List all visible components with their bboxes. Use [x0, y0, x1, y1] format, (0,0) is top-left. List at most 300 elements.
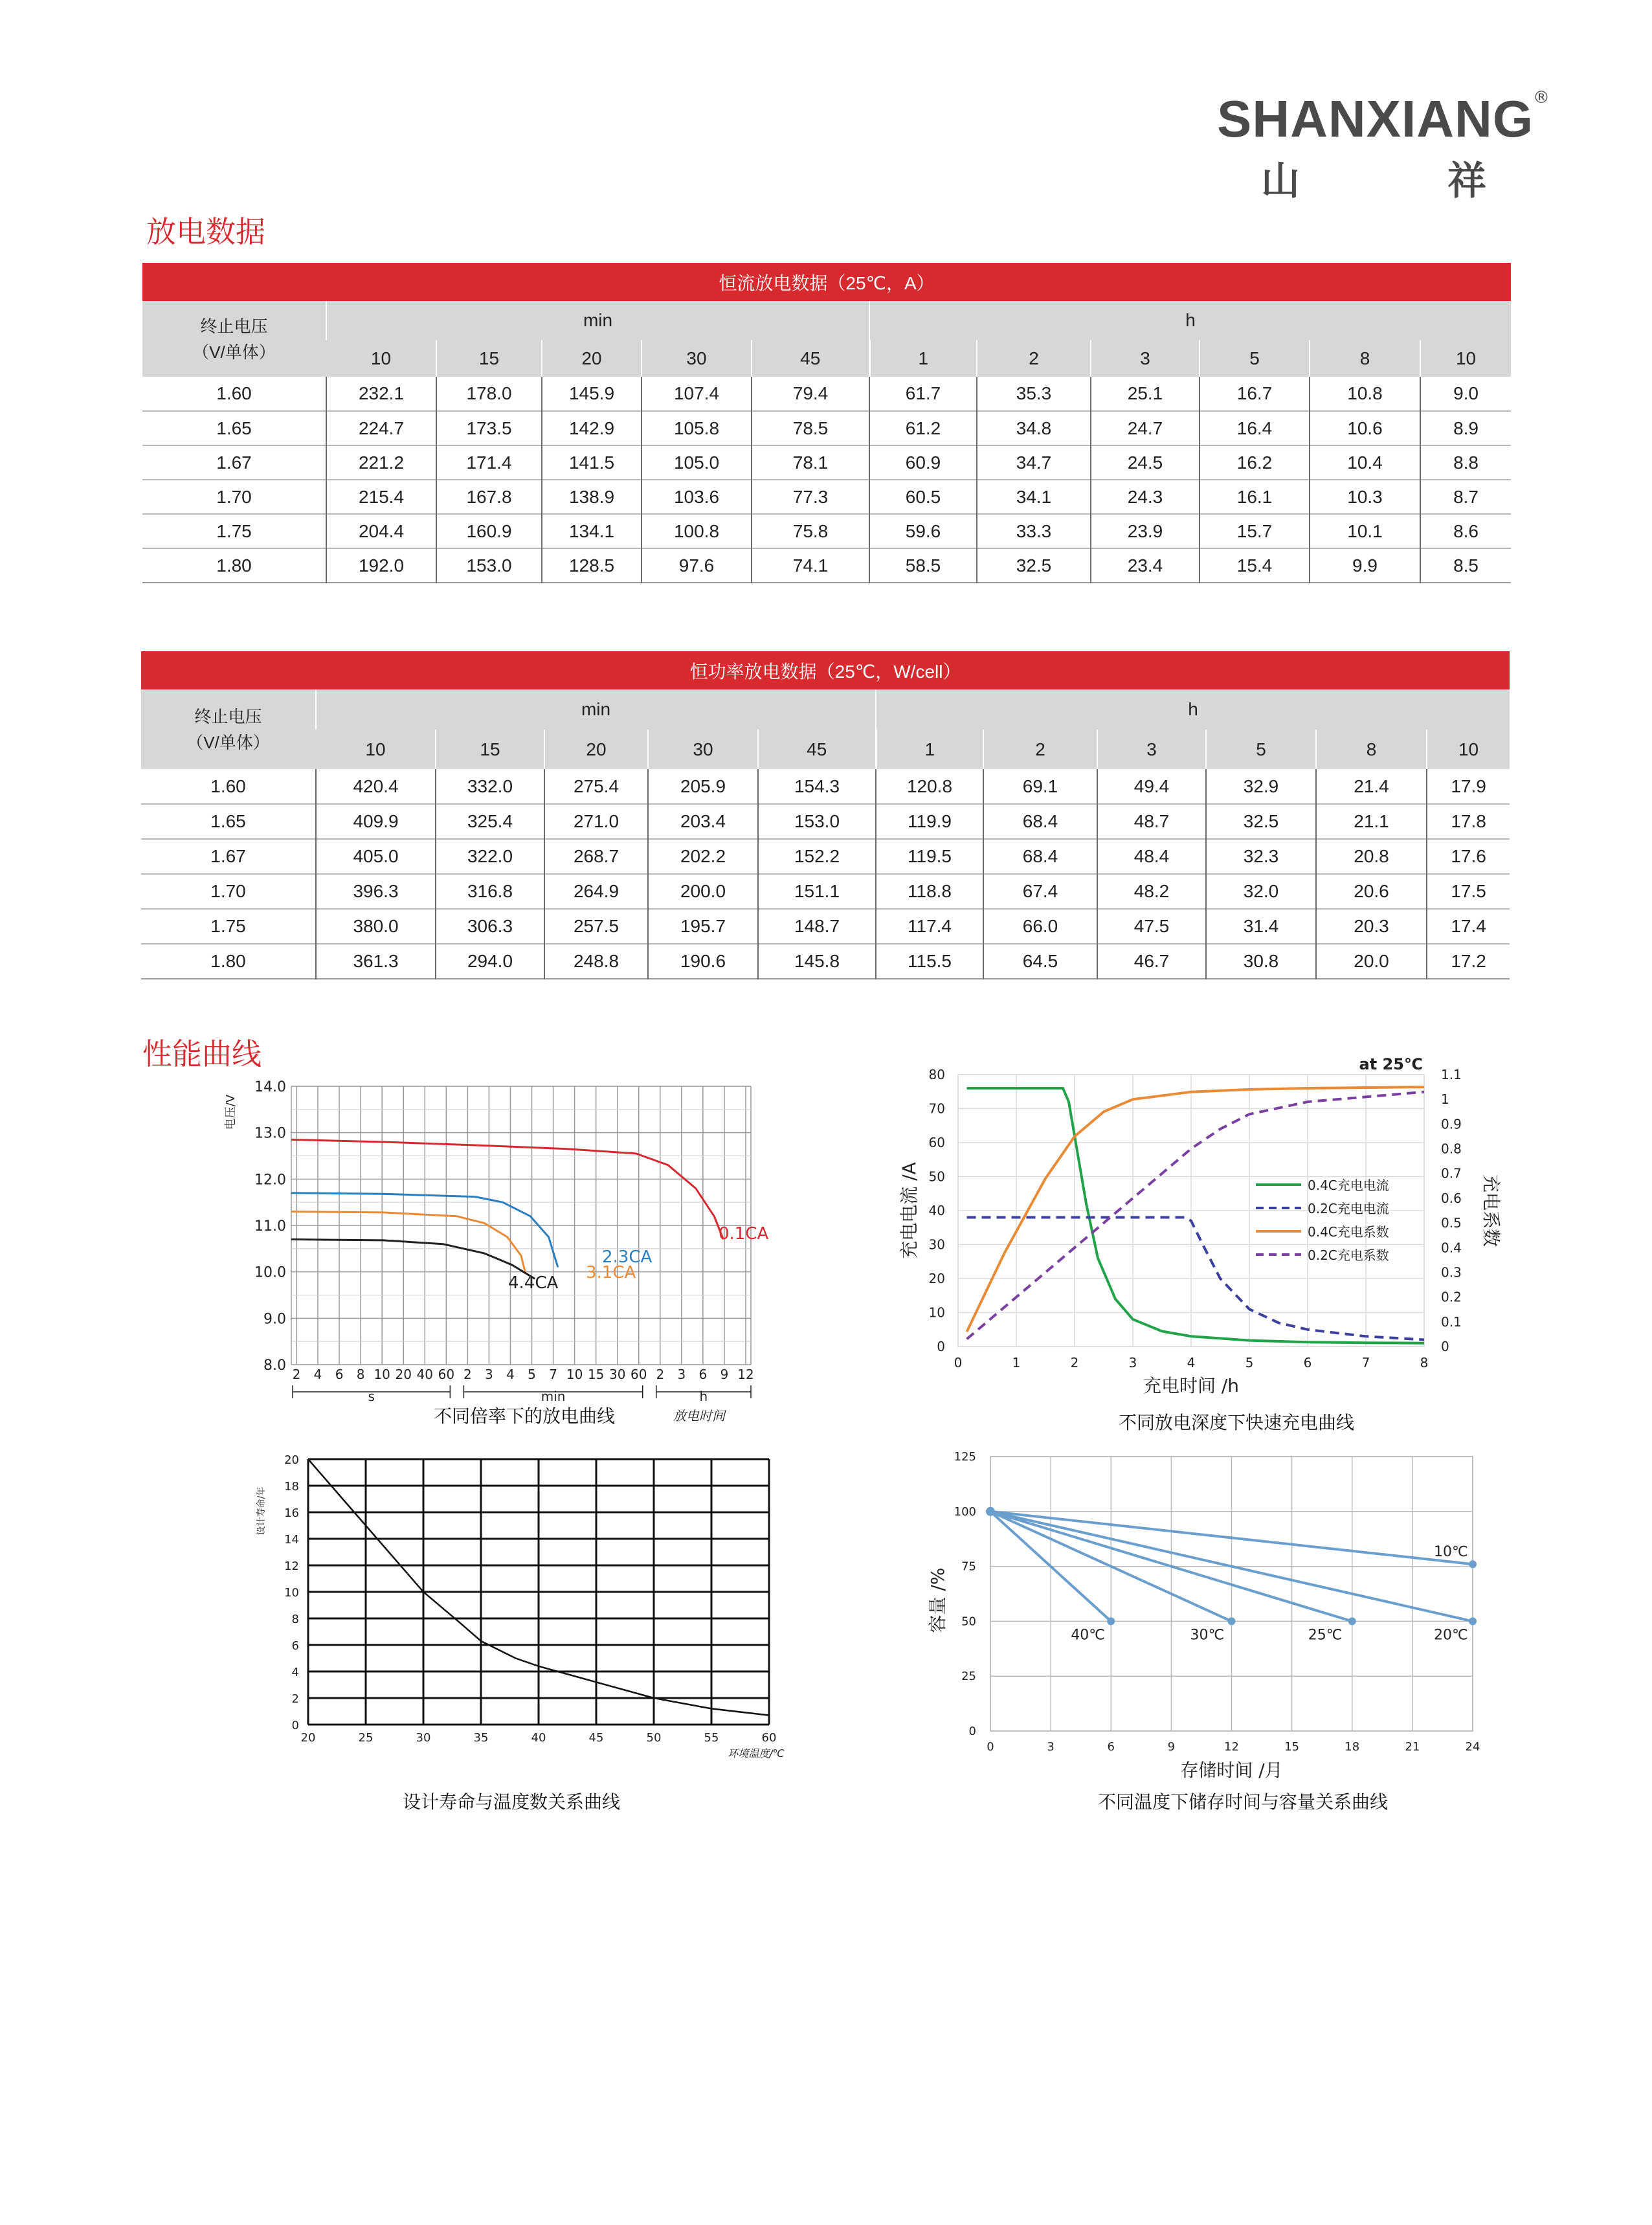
life-temperature-chart — [246, 1444, 790, 1780]
x-tick-label: 15 — [587, 1367, 605, 1382]
end-voltage-label — [142, 301, 326, 377]
value-cell: 48.7 — [1097, 804, 1206, 839]
column-header: 10 — [1427, 730, 1510, 769]
x-tick-label: 2 — [292, 1367, 301, 1382]
value-cell: 78.1 — [752, 445, 869, 480]
column-header: 10 — [1420, 340, 1511, 377]
value-cell: 32.5 — [1206, 804, 1316, 839]
value-cell: 153.0 — [758, 804, 876, 839]
column-header: 1 — [876, 730, 983, 769]
value-cell: 103.6 — [642, 480, 752, 514]
table-title: 恒流放电数据（25℃，A） — [142, 263, 1511, 301]
value-cell: 141.5 — [542, 445, 642, 480]
end-voltage-cell: 1.70 — [216, 486, 252, 507]
y-tick-label: 0 — [968, 1725, 976, 1738]
value-cell: 32.3 — [1206, 839, 1316, 874]
table-row — [141, 804, 1510, 839]
table-row — [141, 944, 1510, 979]
x-tick-label: 20 — [395, 1367, 412, 1382]
group-header-min: min — [326, 301, 869, 340]
series-label: 3.1CA — [586, 1263, 636, 1282]
end-voltage-cell: 1.67 — [210, 846, 246, 866]
data-point — [1469, 1560, 1477, 1568]
x-tick-label: 6 — [1303, 1355, 1312, 1370]
end-voltage-label-line1: 终止电压 — [200, 316, 268, 336]
chart-caption-discharge: 不同倍率下的放电曲线 — [433, 1405, 615, 1427]
y2-tick-label: 1 — [1441, 1091, 1449, 1108]
x-tick-label: 30 — [608, 1367, 626, 1382]
table-row — [142, 445, 1511, 480]
data-point — [1348, 1617, 1356, 1625]
end-voltage-label-line2: （V/单体） — [186, 732, 270, 752]
end-voltage-cell: 1.70 — [210, 881, 246, 901]
y-tick-label: 30 — [928, 1236, 945, 1253]
x-tick-label: 24 — [1465, 1740, 1480, 1754]
value-cell: 420.4 — [316, 769, 436, 804]
value-cell: 8.8 — [1420, 445, 1511, 480]
value-cell: 20.6 — [1316, 874, 1427, 909]
y-axis-label: 电压/V — [224, 1094, 238, 1130]
x-tick-label: 5 — [1245, 1355, 1254, 1370]
value-cell: 49.4 — [1097, 769, 1206, 804]
x-tick-label: 0 — [987, 1740, 994, 1754]
group-header-h: h — [869, 301, 1511, 340]
value-cell: 325.4 — [436, 804, 544, 839]
value-cell: 142.9 — [542, 411, 642, 445]
x-unit-label: h — [699, 1389, 708, 1404]
value-cell: 61.2 — [869, 411, 977, 445]
value-cell: 25.1 — [1091, 377, 1200, 411]
value-cell: 67.4 — [983, 874, 1097, 909]
value-cell: 60.5 — [869, 480, 977, 514]
x-tick-label: 40 — [416, 1367, 434, 1382]
value-cell: 9.9 — [1310, 548, 1420, 583]
y2-tick-label: 0.7 — [1441, 1165, 1462, 1181]
fast-charge-curves-chart — [887, 1042, 1502, 1405]
y-tick-label: 100 — [954, 1504, 976, 1519]
end-voltage-cell: 1.80 — [210, 951, 246, 971]
x-tick-label: 18 — [1345, 1740, 1360, 1754]
x-tick-label: 40 — [531, 1731, 546, 1745]
y-tick-label: 18 — [284, 1480, 299, 1493]
table-row — [141, 839, 1510, 874]
section-title-discharge: 放电数据 — [146, 214, 265, 249]
value-cell: 16.4 — [1200, 411, 1310, 445]
value-cell: 204.4 — [326, 514, 436, 548]
x-tick-label: 60 — [438, 1367, 455, 1382]
y-axis-label: 设计寿命/年 — [256, 1486, 267, 1536]
value-cell: 120.8 — [876, 769, 983, 804]
y-tick-label: 60 — [928, 1135, 945, 1150]
y-tick-label: 16 — [284, 1506, 299, 1520]
value-cell: 257.5 — [544, 909, 648, 944]
x-tick-label: 6 — [1107, 1740, 1115, 1754]
value-cell: 268.7 — [544, 839, 648, 874]
value-cell: 32.9 — [1206, 769, 1316, 804]
value-cell: 405.0 — [316, 839, 436, 874]
x-tick-label: 60 — [631, 1367, 647, 1382]
value-cell: 10.8 — [1310, 377, 1420, 411]
y2-tick-label: 0.3 — [1441, 1264, 1462, 1280]
value-cell: 8.7 — [1420, 480, 1511, 514]
value-cell: 47.5 — [1097, 909, 1206, 944]
value-cell: 68.4 — [983, 804, 1097, 839]
value-cell: 17.4 — [1427, 909, 1510, 944]
value-cell: 151.1 — [758, 874, 876, 909]
section-title-curves: 性能曲线 — [142, 1036, 262, 1071]
value-cell: 32.0 — [1206, 874, 1316, 909]
table-title: 恒功率放电数据（25℃，W/cell） — [141, 651, 1510, 689]
y-tick-label: 9.0 — [263, 1311, 286, 1328]
table-row — [142, 411, 1511, 445]
y-tick-label: 14.0 — [254, 1079, 286, 1095]
storage-capacity-chart — [913, 1437, 1495, 1787]
series-line-0.1CA — [291, 1139, 723, 1239]
value-cell: 160.9 — [436, 514, 542, 548]
value-cell: 205.9 — [648, 769, 758, 804]
x-tick-label: 4 — [1187, 1355, 1196, 1370]
brand-logo-chinese-2: 祥 — [1447, 159, 1486, 204]
table-row — [141, 874, 1510, 909]
value-cell: 316.8 — [436, 874, 544, 909]
value-cell: 15.7 — [1200, 514, 1310, 548]
value-cell: 148.7 — [758, 909, 876, 944]
value-cell: 215.4 — [326, 480, 436, 514]
column-header: 2 — [977, 340, 1091, 377]
value-cell: 221.2 — [326, 445, 436, 480]
value-cell: 17.8 — [1427, 804, 1510, 839]
value-cell: 409.9 — [316, 804, 436, 839]
x-tick-label: 3 — [1128, 1355, 1137, 1370]
value-cell: 21.1 — [1316, 804, 1427, 839]
data-point — [1228, 1617, 1236, 1625]
y-tick-label: 13.0 — [254, 1125, 286, 1142]
value-cell: 145.8 — [758, 944, 876, 979]
x-tick-label: 2 — [463, 1367, 472, 1382]
value-cell: 115.5 — [876, 944, 983, 979]
y2-tick-label: 1.1 — [1441, 1067, 1462, 1082]
value-cell: 58.5 — [869, 548, 977, 583]
value-cell: 74.1 — [752, 548, 869, 583]
value-cell: 202.2 — [648, 839, 758, 874]
value-cell: 128.5 — [542, 548, 642, 583]
value-cell: 61.7 — [869, 377, 977, 411]
value-cell: 20.8 — [1316, 839, 1427, 874]
constant-current-table — [142, 263, 1511, 583]
column-header: 2 — [983, 730, 1097, 769]
y2-tick-label: 0.4 — [1441, 1240, 1462, 1256]
y-tick-label: 6 — [291, 1639, 299, 1653]
value-cell: 69.1 — [983, 769, 1097, 804]
x-tick-label: 12 — [737, 1367, 754, 1382]
y-tick-label: 70 — [928, 1101, 945, 1117]
y-tick-label: 14 — [284, 1533, 299, 1547]
series-label: 20℃ — [1434, 1627, 1468, 1644]
value-cell: 34.8 — [977, 411, 1091, 445]
data-point-origin — [986, 1507, 995, 1516]
y2-tick-label: 0.9 — [1441, 1116, 1462, 1132]
value-cell: 361.3 — [316, 944, 436, 979]
column-header: 3 — [1097, 730, 1206, 769]
end-voltage-cell: 1.67 — [216, 452, 252, 473]
y-tick-label: 50 — [961, 1615, 976, 1629]
value-cell: 46.7 — [1097, 944, 1206, 979]
table-row — [142, 377, 1511, 411]
value-cell: 145.9 — [542, 377, 642, 411]
end-voltage-label-line1: 终止电压 — [194, 706, 262, 726]
y-tick-label: 80 — [928, 1067, 945, 1082]
chart-annotation: at 25℃ — [1359, 1055, 1423, 1073]
y2-tick-label: 0.6 — [1441, 1190, 1462, 1206]
end-voltage-cell: 1.75 — [216, 520, 252, 541]
column-header: 8 — [1316, 730, 1427, 769]
group-header-h: h — [876, 689, 1510, 730]
series-label: 2.3CA — [602, 1247, 653, 1267]
y-tick-label: 25 — [961, 1670, 976, 1684]
value-cell: 195.7 — [648, 909, 758, 944]
x-tick-label: 12 — [1224, 1740, 1239, 1754]
x-tick-label: 9 — [720, 1367, 729, 1382]
table-row — [142, 548, 1511, 583]
y-tick-label: 40 — [928, 1203, 945, 1218]
x-tick-label: 0 — [954, 1355, 963, 1370]
value-cell: 32.5 — [977, 548, 1091, 583]
x-tick-label: 35 — [473, 1731, 489, 1745]
y-tick-label: 12.0 — [254, 1172, 286, 1189]
column-header: 15 — [436, 340, 542, 377]
value-cell: 232.1 — [326, 377, 436, 411]
y-tick-label: 0 — [291, 1719, 299, 1732]
y-tick-label: 10 — [284, 1586, 299, 1600]
value-cell: 34.1 — [977, 480, 1091, 514]
chart-caption-fast-charge: 不同放电深度下快速充电曲线 — [1118, 1412, 1354, 1433]
y-tick-label: 20 — [284, 1453, 299, 1467]
value-cell: 154.3 — [758, 769, 876, 804]
y2-tick-label: 0.5 — [1441, 1215, 1462, 1231]
series-label: 25℃ — [1308, 1627, 1343, 1644]
column-header: 20 — [542, 340, 642, 377]
table-row — [141, 909, 1510, 944]
legend-label: 0.4C充电系数 — [1308, 1224, 1389, 1240]
value-cell: 17.5 — [1427, 874, 1510, 909]
value-cell: 118.8 — [876, 874, 983, 909]
value-cell: 171.4 — [436, 445, 542, 480]
value-cell: 192.0 — [326, 548, 436, 583]
value-cell: 10.3 — [1310, 480, 1420, 514]
column-header: 10 — [316, 730, 436, 769]
x-tick-label: 1 — [1012, 1355, 1021, 1370]
x-tick-label: 20 — [300, 1731, 316, 1745]
constant-power-table — [141, 651, 1510, 979]
y-tick-label: 50 — [928, 1168, 945, 1185]
column-header: 20 — [544, 730, 648, 769]
y-tick-label: 12 — [284, 1560, 299, 1573]
value-cell: 138.9 — [542, 480, 642, 514]
value-cell: 190.6 — [648, 944, 758, 979]
x-tick-label: 25 — [358, 1731, 374, 1745]
column-header: 15 — [436, 730, 544, 769]
legend-label: 0.2C充电电流 — [1308, 1201, 1389, 1216]
value-cell: 23.9 — [1091, 514, 1200, 548]
column-header: 45 — [758, 730, 876, 769]
column-header: 3 — [1091, 340, 1200, 377]
value-cell: 35.3 — [977, 377, 1091, 411]
column-header: 1 — [869, 340, 977, 377]
value-cell: 396.3 — [316, 874, 436, 909]
y-tick-label: 2 — [291, 1692, 299, 1706]
x-tick-label: 50 — [646, 1731, 662, 1745]
value-cell: 105.0 — [642, 445, 752, 480]
value-cell: 79.4 — [752, 377, 869, 411]
column-header: 45 — [752, 340, 869, 377]
value-cell: 322.0 — [436, 839, 544, 874]
end-voltage-cell: 1.75 — [210, 916, 246, 936]
value-cell: 66.0 — [983, 909, 1097, 944]
value-cell: 17.6 — [1427, 839, 1510, 874]
column-header: 10 — [326, 340, 436, 377]
value-cell: 119.5 — [876, 839, 983, 874]
value-cell: 224.7 — [326, 411, 436, 445]
x-tick-label: 9 — [1167, 1740, 1176, 1754]
end-voltage-cell: 1.65 — [216, 418, 252, 438]
end-voltage-cell: 1.80 — [216, 555, 252, 576]
value-cell: 10.6 — [1310, 411, 1420, 445]
series-label: 30℃ — [1190, 1627, 1225, 1644]
value-cell: 105.8 — [642, 411, 752, 445]
value-cell: 24.3 — [1091, 480, 1200, 514]
value-cell: 16.2 — [1200, 445, 1310, 480]
series-label: 4.4CA — [508, 1273, 559, 1293]
x-axis-label: 环境温度/℃ — [728, 1747, 785, 1760]
value-cell: 380.0 — [316, 909, 436, 944]
value-cell: 134.1 — [542, 514, 642, 548]
value-cell: 31.4 — [1206, 909, 1316, 944]
series-label: 10℃ — [1434, 1544, 1468, 1561]
legend-label: 0.2C充电系数 — [1308, 1247, 1389, 1263]
value-cell: 275.4 — [544, 769, 648, 804]
value-cell: 78.5 — [752, 411, 869, 445]
value-cell: 48.4 — [1097, 839, 1206, 874]
brand-logo-latin: SHANXIANG — [1217, 90, 1534, 148]
column-header: 5 — [1206, 730, 1316, 769]
y2-axis-label: 充电系数 — [1480, 1174, 1502, 1247]
end-voltage-cell: 1.60 — [210, 776, 246, 796]
data-point — [1107, 1617, 1115, 1625]
y-tick-label: 10 — [928, 1304, 945, 1321]
value-cell: 306.3 — [436, 909, 544, 944]
value-cell: 200.0 — [648, 874, 758, 909]
column-header: 30 — [648, 730, 758, 769]
table-row — [142, 514, 1511, 548]
y-tick-label: 10.0 — [254, 1264, 286, 1281]
x-tick-label: 30 — [416, 1731, 431, 1745]
value-cell: 20.0 — [1316, 944, 1427, 979]
x-unit-label: min — [541, 1389, 566, 1404]
y2-tick-label: 0 — [1441, 1339, 1449, 1354]
value-cell: 75.8 — [752, 514, 869, 548]
data-point — [1469, 1617, 1477, 1625]
value-cell: 68.4 — [983, 839, 1097, 874]
value-cell: 48.2 — [1097, 874, 1206, 909]
value-cell: 100.8 — [642, 514, 752, 548]
y-tick-label: 8 — [291, 1613, 299, 1626]
value-cell: 152.2 — [758, 839, 876, 874]
value-cell: 34.7 — [977, 445, 1091, 480]
value-cell: 24.7 — [1091, 411, 1200, 445]
series-label: 0.1CA — [719, 1224, 769, 1244]
x-tick-label: 7 — [1361, 1355, 1370, 1370]
end-voltage-label — [141, 689, 316, 769]
value-cell: 248.8 — [544, 944, 648, 979]
value-cell: 16.7 — [1200, 377, 1310, 411]
x-tick-label: 2 — [656, 1367, 665, 1382]
value-cell: 64.5 — [983, 944, 1097, 979]
x-tick-label: 6 — [698, 1367, 708, 1382]
value-cell: 30.8 — [1206, 944, 1316, 979]
end-voltage-cell: 1.65 — [210, 811, 246, 831]
y-tick-label: 125 — [954, 1450, 976, 1464]
value-cell: 23.4 — [1091, 548, 1200, 583]
column-header: 5 — [1200, 340, 1310, 377]
value-cell: 8.6 — [1420, 514, 1511, 548]
chart-caption-storage: 不同温度下储存时间与容量关系曲线 — [1097, 1791, 1388, 1813]
value-cell: 264.9 — [544, 874, 648, 909]
value-cell: 8.9 — [1420, 411, 1511, 445]
discharge-curves-chart — [220, 1068, 790, 1424]
y-tick-label: 0 — [937, 1339, 945, 1354]
x-tick-label: 45 — [588, 1731, 604, 1745]
y2-tick-label: 0.1 — [1441, 1314, 1462, 1330]
value-cell: 203.4 — [648, 804, 758, 839]
x-tick-label: 21 — [1405, 1740, 1420, 1754]
x-tick-label: 15 — [1284, 1740, 1300, 1754]
x-axis-label: 放电时间 — [673, 1408, 725, 1424]
value-cell: 173.5 — [436, 411, 542, 445]
value-cell: 332.0 — [436, 769, 544, 804]
x-tick-label: 3 — [485, 1367, 493, 1382]
value-cell: 9.0 — [1420, 377, 1511, 411]
x-tick-label: 6 — [335, 1367, 344, 1382]
y-tick-label: 20 — [928, 1271, 945, 1286]
x-tick-label: 55 — [704, 1731, 719, 1745]
value-cell: 153.0 — [436, 548, 542, 583]
end-voltage-label-line2: （V/单体） — [192, 342, 276, 362]
value-cell: 294.0 — [436, 944, 544, 979]
y-tick-label: 8.0 — [263, 1358, 286, 1374]
y2-tick-label: 0.2 — [1441, 1289, 1462, 1305]
x-tick-label: 7 — [549, 1367, 557, 1382]
value-cell: 60.9 — [869, 445, 977, 480]
value-cell: 8.5 — [1420, 548, 1511, 583]
series-line-4.4CA — [291, 1240, 535, 1279]
x-tick-label: 10 — [566, 1367, 583, 1382]
brand-logo-chinese-1: 山 — [1261, 159, 1300, 204]
column-header: 30 — [642, 340, 752, 377]
value-cell: 59.6 — [869, 514, 977, 548]
series-line-3.1CA — [291, 1212, 526, 1275]
x-tick-label: 4 — [506, 1367, 515, 1382]
value-cell: 119.9 — [876, 804, 983, 839]
x-tick-label: 8 — [1420, 1355, 1429, 1370]
value-cell: 97.6 — [642, 548, 752, 583]
value-cell: 107.4 — [642, 377, 752, 411]
group-header-min: min — [316, 689, 876, 730]
value-cell: 17.2 — [1427, 944, 1510, 979]
x-tick-label: 2 — [1070, 1355, 1079, 1370]
value-cell: 16.1 — [1200, 480, 1310, 514]
y-tick-label: 11.0 — [254, 1218, 286, 1235]
column-header: 8 — [1310, 340, 1420, 377]
